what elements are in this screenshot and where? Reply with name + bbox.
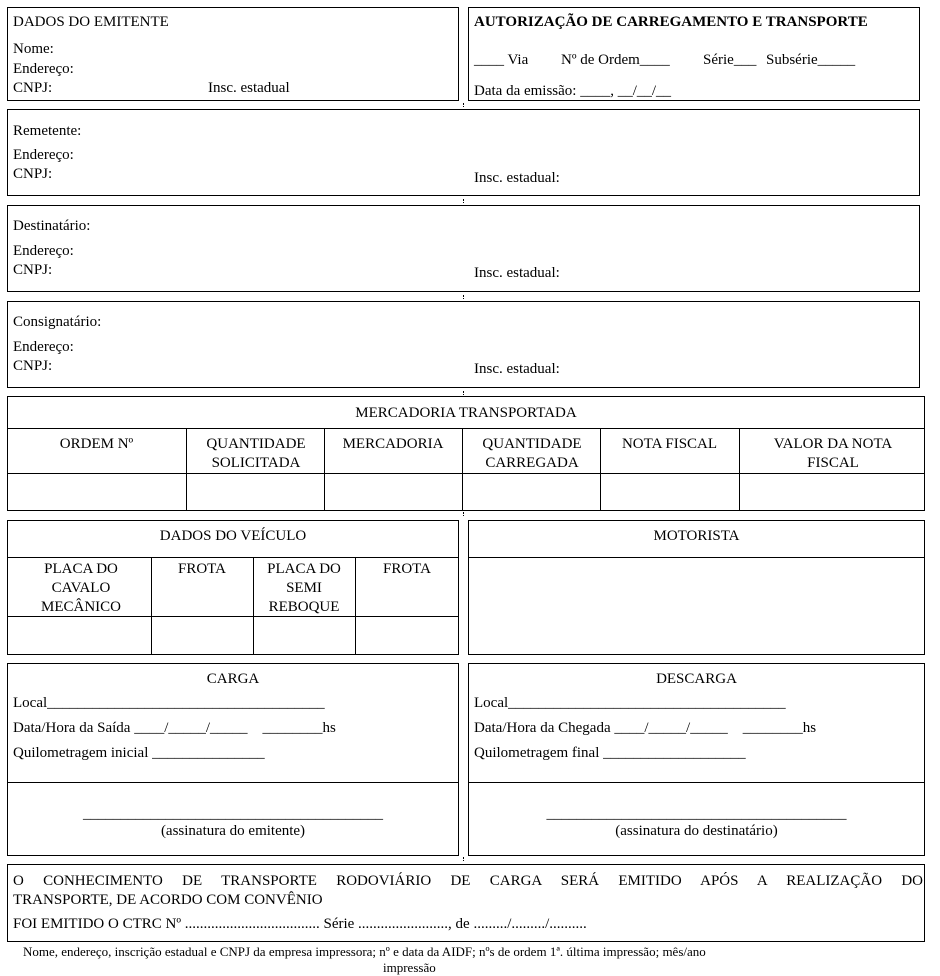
col-header-ordem: ORDEM Nº [59, 436, 134, 452]
destinatario-section [7, 205, 920, 292]
motorista-title: MOTORISTA [653, 528, 740, 544]
connector-tick [463, 103, 465, 107]
consignatario-label[interactable]: Consignatário: [13, 314, 102, 330]
emitente-nome-field[interactable]: Nome: [13, 41, 54, 57]
descarga-divider [468, 782, 925, 783]
descarga-local-field[interactable]: Local_____________________________________ [474, 695, 786, 711]
emitente-cnpj-field[interactable]: CNPJ: [13, 80, 53, 96]
carga-title: CARGA [206, 671, 260, 687]
veiculo-input-cell[interactable] [356, 617, 458, 654]
veiculo-input-cell[interactable] [254, 617, 354, 654]
consignatario-endereco-field[interactable]: Endereço: [13, 339, 74, 355]
ctrc-field[interactable]: FOI EMITIDO O CTRC Nº .................................... Série ........................, de ........./........./.......... [13, 916, 587, 932]
serie-field[interactable]: Série___ [703, 52, 757, 68]
consignatario-section [7, 301, 920, 388]
mercadoria-input-cell[interactable] [463, 474, 599, 510]
carga-signature-label: (assinatura do emitente) [160, 823, 306, 839]
autorizacao-title: AUTORIZAÇÃO DE CARREGAMENTO E TRANSPORTE [474, 14, 868, 30]
remetente-cnpj-field[interactable]: CNPJ: [13, 166, 53, 182]
consignatario-insc-field[interactable]: Insc. estadual: [474, 361, 560, 377]
veiculo-input-cell[interactable] [8, 617, 150, 654]
destinatario-endereco-field[interactable]: Endereço: [13, 243, 74, 259]
remetente-section [7, 109, 920, 196]
data-emissao-field[interactable]: Data da emissão: ____, __/__/__ [474, 83, 672, 99]
consignatario-cnpj-field[interactable]: CNPJ: [13, 358, 53, 374]
descarga-quilometragem-field[interactable]: Quilometragem final ___________________ [474, 745, 746, 761]
descarga-signature-line[interactable]: ________________________________________ [546, 806, 847, 822]
connector-tick [463, 512, 465, 516]
col-header-placa-semi-reboque: PLACA DO SEMI REBOQUE [267, 561, 341, 615]
emitente-insc-field[interactable]: Insc. estadual [208, 80, 290, 96]
col-header-quantidade-carregada: QUANTIDADE CARREGADA [482, 436, 582, 471]
destinatario-cnpj-field[interactable]: CNPJ: [13, 262, 53, 278]
emitente-endereco-field[interactable]: Endereço: [13, 61, 74, 77]
via-field[interactable]: ____ Via [474, 52, 529, 68]
mercadoria-input-cell[interactable] [8, 474, 185, 510]
mercadoria-title: MERCADORIA TRANSPORTADA [355, 405, 577, 421]
footer-printer-info-cont: impressão [383, 960, 436, 975]
carga-local-field[interactable]: Local_____________________________________ [13, 695, 325, 711]
mercadoria-input-cell[interactable] [187, 474, 323, 510]
remetente-insc-field[interactable]: Insc. estadual: [474, 170, 560, 186]
remetente-label[interactable]: Remetente: [13, 123, 82, 139]
motorista-input-area[interactable] [469, 558, 924, 654]
col-header-frota: FROTA [178, 561, 226, 577]
veiculo-header-divider [7, 557, 459, 558]
conhecimento-text-line2: TRANSPORTE, DE ACORDO COM CONVÊNIO [13, 892, 323, 908]
carga-signature-line[interactable]: ________________________________________ [83, 806, 383, 822]
mercadoria-header-divider [7, 428, 925, 429]
connector-tick [463, 199, 465, 203]
col-header-frota-2: FROTA [383, 561, 431, 577]
veiculo-title: DADOS DO VEÍCULO [159, 528, 307, 544]
conhecimento-text-line1: O CONHECIMENTO DE TRANSPORTE RODOVIÁRIO DE CARGA SERÁ EMITIDO APÓS A REALIZAÇÃO DO [13, 873, 923, 889]
descarga-title: DESCARGA [656, 671, 737, 687]
ordem-field[interactable]: Nº de Ordem____ [561, 52, 670, 68]
destinatario-label[interactable]: Destinatário: [13, 218, 91, 234]
carga-divider [7, 782, 459, 783]
descarga-datahora-field[interactable]: Data/Hora da Chegada ____/_____/_____ ________hs [474, 720, 817, 736]
col-header-nota-fiscal: NOTA FISCAL [621, 436, 718, 452]
mercadoria-input-cell[interactable] [601, 474, 738, 510]
col-header-quantidade-solicitada: QUANTIDADE SOLICITADA [206, 436, 306, 471]
descarga-signature-label: (assinatura do destinatário) [615, 823, 778, 839]
emitente-title: DADOS DO EMITENTE [13, 14, 169, 30]
col-header-mercadoria: MERCADORIA [342, 436, 444, 452]
col-header-valor-nota: VALOR DA NOTA FISCAL [773, 436, 893, 471]
mercadoria-input-cell[interactable] [325, 474, 461, 510]
subserie-field[interactable]: Subsérie_____ [766, 52, 856, 68]
col-header-placa-cavalo: PLACA DO CAVALO MECÂNICO [40, 561, 121, 615]
footer-printer-info: Nome, endereço, inscrição estadual e CNPJ da empresa impressora; nº e data da AIDF; nºs de ordem 1ª. última impressão; mês/ano [23, 944, 706, 959]
carga-quilometragem-field[interactable]: Quilometragem inicial _______________ [13, 745, 265, 761]
connector-tick [463, 857, 465, 861]
veiculo-input-cell[interactable] [152, 617, 252, 654]
connector-tick [463, 391, 465, 395]
mercadoria-input-cell[interactable] [740, 474, 924, 510]
remetente-endereco-field[interactable]: Endereço: [13, 147, 74, 163]
carga-datahora-field[interactable]: Data/Hora da Saída ____/_____/_____ ________hs [13, 720, 336, 736]
connector-tick [463, 295, 465, 299]
destinatario-insc-field[interactable]: Insc. estadual: [474, 265, 560, 281]
